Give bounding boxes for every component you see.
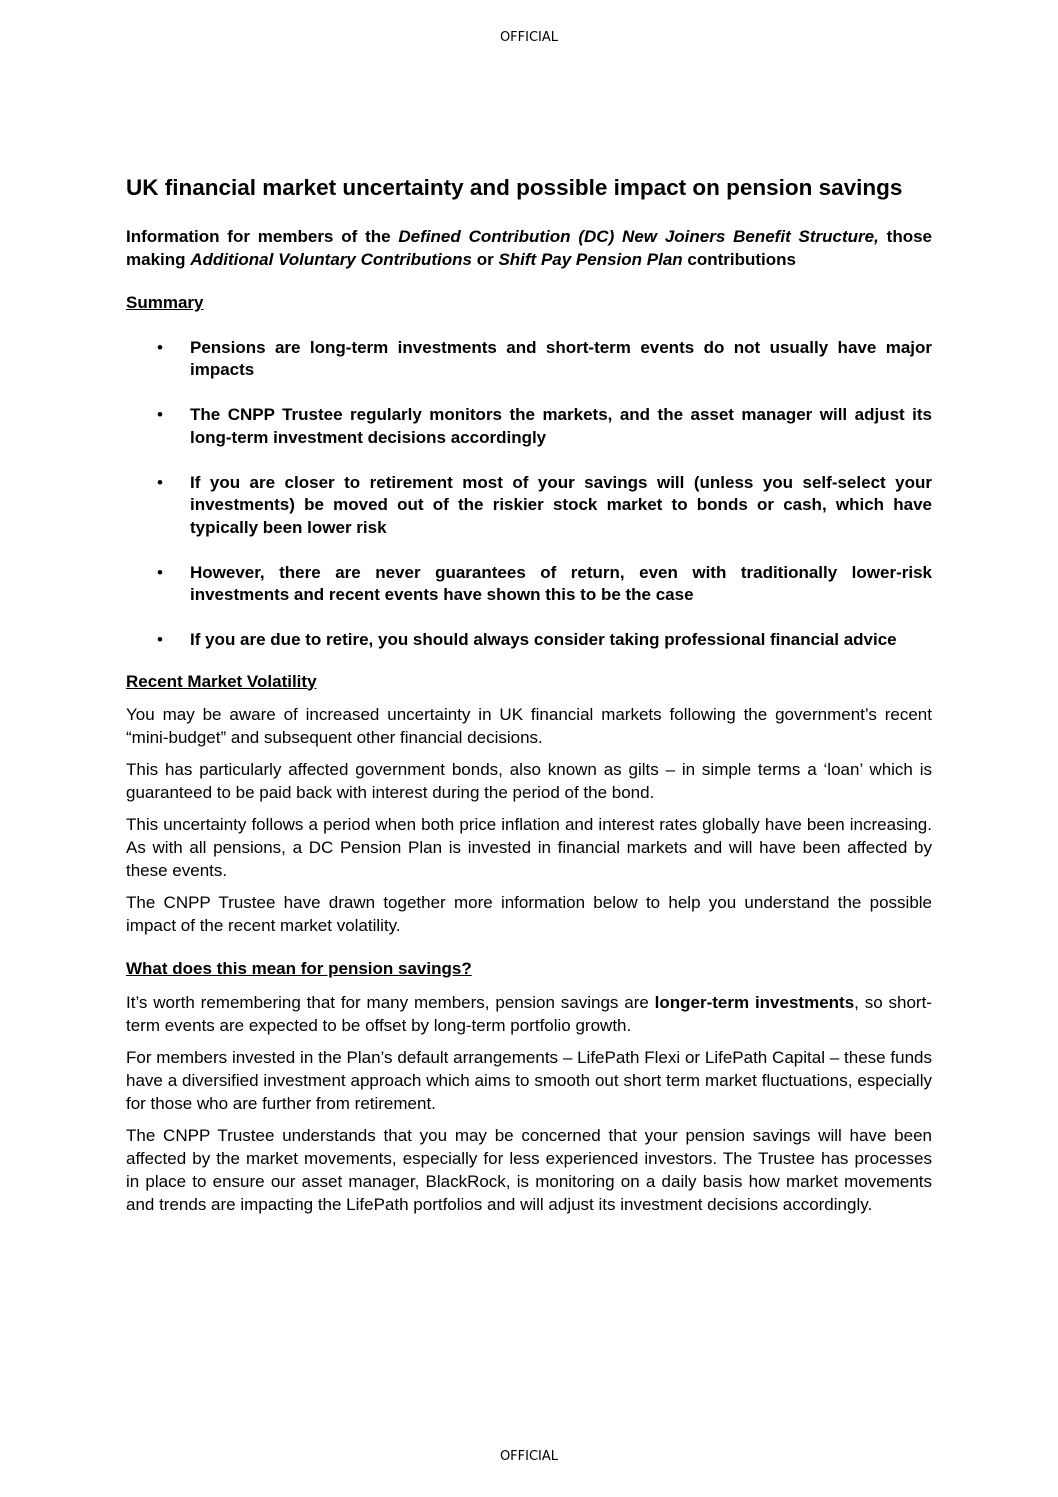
header-classification: OFFICIAL (499, 30, 559, 45)
intro-text-4: contributions (682, 249, 796, 269)
bullet-icon: • (157, 337, 163, 357)
recent-paragraph-1: You may be aware of increased uncertainty in UK financial markets following the government’s recent “mini-budget” and subsequent other financial decisions. (126, 705, 932, 747)
list-item (126, 404, 932, 449)
intro-text-2: those making (126, 227, 933, 269)
summary-list (126, 337, 932, 652)
recent-paragraph-2: This has particularly affected government bonds, also known as gilts – in simple terms a ‘loan’ which is guaranteed to be paid back with interest during the period of the bond. (126, 760, 932, 802)
meaning-paragraph-1 (126, 991, 932, 1037)
list-item (126, 562, 932, 607)
bullet-text: Pensions are long-term investments and short-term events do not usually have major impacts (190, 337, 932, 379)
bullet-text: The CNPP Trustee regularly monitors the markets, and the asset manager will adjust its long-term investment decisions accordingly (190, 405, 932, 447)
intro-scheme-avc: Additional Voluntary Contributions (190, 249, 472, 269)
summary-heading: Summary (126, 293, 204, 312)
bullet-text: If you are due to retire, you should always consider taking professional financial advice (190, 630, 897, 649)
intro-text-1: Information for members of the (126, 227, 399, 246)
meaning-heading: What does this mean for pension savings? (126, 959, 472, 978)
bullet-text: However, there are never guarantees of return, even with traditionally lower-risk investments and recent events have shown this to be the case (190, 562, 932, 604)
intro-paragraph (126, 226, 932, 271)
list-item (126, 337, 932, 382)
recent-paragraph-4: The CNPP Trustee have drawn together more information below to help you understand the possible impact of the recent market volatility. (126, 893, 932, 935)
recent-paragraph-3: This uncertainty follows a period when both price inflation and interest rates globally have been increasing. As with all pensions, a DC Pension Plan is invested in financial markets and will have been affected by these events. (126, 815, 932, 880)
meaning-p1-start: It’s worth remembering that for many members, pension savings are (126, 992, 655, 1012)
list-item (126, 629, 932, 652)
intro-scheme-dc: Defined Contribution (DC) New Joiners Benefit Structure, (398, 227, 879, 246)
recent-volatility-heading: Recent Market Volatility (126, 671, 317, 691)
meaning-paragraph-2: For members invested in the Plan’s default arrangements – LifePath Flexi or LifePath Capital – these funds have a diversified investment approach which aims to smooth out short term market fluctuations, especially for those who are further from retirement. (126, 1047, 932, 1113)
bullet-text: If you are closer to retirement most of your savings will (unless you self-select your investments) be moved out of the riskier stock market to bonds or cash, which have typically been lower risk (190, 472, 932, 537)
meaning-p1-end: , so short-term events are expected to be offset by long-term portfolio growth. (126, 992, 932, 1035)
bullet-icon: • (157, 562, 163, 582)
intro-text-3: or (472, 249, 499, 269)
meaning-paragraph-3: The CNPP Trustee understands that you may be concerned that your pension savings will have been affected by the market movements, especially for less experienced investors. The Trustee has processes in place to ensure our asset manager, BlackRock, is monitoring on a daily basis how market movements and trends are impacting the LifePath portfolios and will adjust its investment decisions accordingly. (126, 1125, 932, 1214)
meaning-p1-bold: longer-term investments (654, 992, 855, 1012)
footer-classification: OFFICIAL (499, 1449, 559, 1464)
bullet-icon: • (157, 472, 163, 492)
bullet-icon: • (157, 630, 163, 649)
list-item (126, 472, 932, 540)
document-body (126, 173, 932, 1216)
bullet-icon: • (157, 405, 163, 424)
document-title: UK financial market uncertainty and possible impact on pension savings (126, 175, 903, 200)
intro-scheme-shift: Shift Pay Pension Plan (498, 249, 683, 269)
